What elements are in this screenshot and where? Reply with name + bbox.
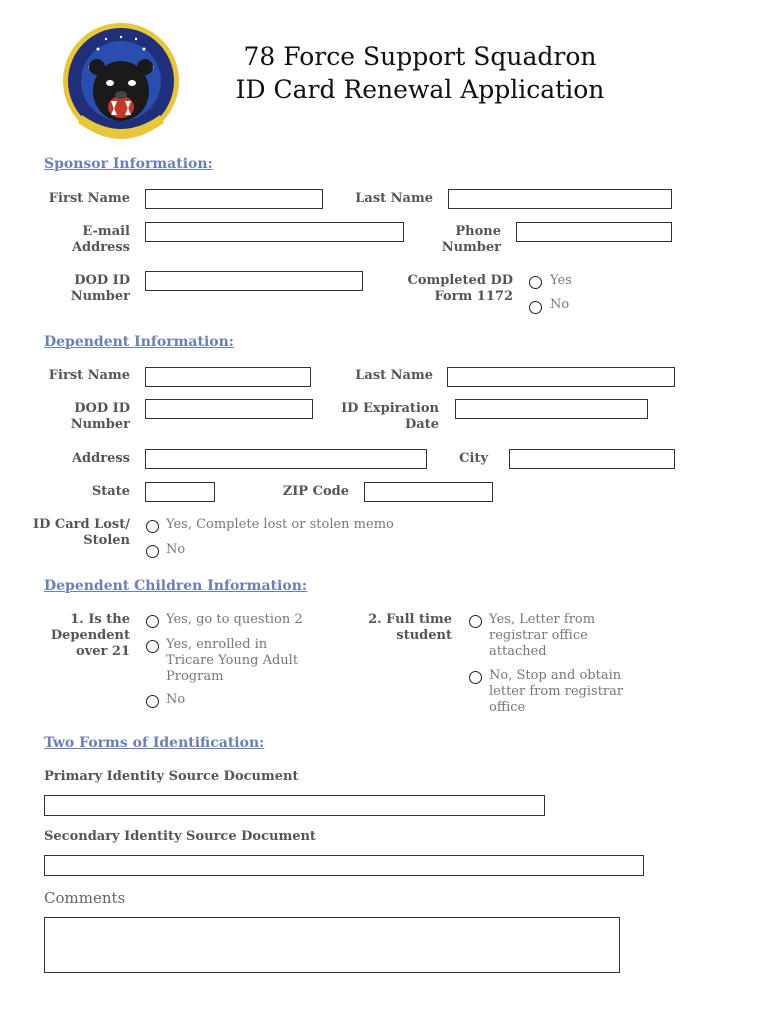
- dependent-dod-field[interactable]: [145, 399, 313, 419]
- dependent-lost-yes-label: Yes, Complete lost or stolen memo: [166, 517, 394, 532]
- sponsor-dod-field[interactable]: [145, 271, 363, 291]
- page-title: [200, 40, 640, 106]
- dependent-address-field[interactable]: [145, 449, 427, 469]
- comments-label: Comments: [44, 889, 126, 907]
- dependent-last-name-field[interactable]: [447, 367, 675, 387]
- dependent-first-name-field[interactable]: [145, 367, 311, 387]
- dependent-city-label: City: [459, 451, 488, 466]
- sponsor-first-name-label: First Name: [48, 191, 130, 206]
- dependent-dod-label-1: DOD ID: [74, 401, 130, 416]
- dependent-lost-label: [30, 517, 130, 549]
- primary-id-field[interactable]: [44, 795, 545, 816]
- dependent-state-label: State: [91, 484, 130, 499]
- dependent-exp-label: [330, 401, 439, 433]
- children-q2-label-2: student: [396, 628, 452, 643]
- dependent-exp-label-2: Date: [405, 417, 439, 432]
- children-q2-opt1-line-2: registrar office: [489, 628, 588, 643]
- children-q1-label: [30, 612, 130, 660]
- dependent-zip-field[interactable]: [364, 482, 493, 502]
- children-q1-label-1: 1. Is the: [70, 612, 130, 627]
- identification-heading: Two Forms of Identification:: [44, 735, 265, 751]
- dependent-lost-label-2: Stolen: [83, 533, 130, 548]
- dependent-lost-label-1: ID Card Lost/: [33, 517, 130, 532]
- dependent-dod-label: [40, 401, 130, 433]
- sponsor-dd-no-label: No: [550, 297, 570, 312]
- dependent-address-label: Address: [71, 451, 130, 466]
- comments-field[interactable]: [44, 917, 620, 973]
- children-q2-opt2-radio[interactable]: [469, 671, 482, 684]
- sponsor-dd-yes-label: Yes: [550, 273, 572, 288]
- children-q1-opt2-radio[interactable]: [146, 640, 159, 653]
- sponsor-dod-label: [40, 273, 130, 305]
- children-q2-opt1-line-1: Yes, Letter from: [489, 612, 596, 627]
- sponsor-phone-label: [420, 224, 501, 256]
- children-q2-opt2-label: [489, 668, 623, 716]
- children-q2-opt1-line-3: attached: [489, 644, 547, 659]
- secondary-id-label: Secondary Identity Source Document: [44, 829, 316, 844]
- dependent-last-name-label: Last Name: [355, 368, 433, 383]
- sponsor-phone-field[interactable]: [516, 222, 672, 242]
- dependent-city-field[interactable]: [509, 449, 675, 469]
- squadron-logo: [60, 17, 182, 145]
- sponsor-email-label-2: Address: [71, 240, 130, 255]
- title-line-1: 78 Force Support Squadron: [243, 42, 597, 71]
- sponsor-dod-label-1: DOD ID: [74, 273, 130, 288]
- children-q1-label-3: over 21: [76, 644, 130, 659]
- sponsor-email-field[interactable]: [145, 222, 404, 242]
- children-q2-label: [360, 612, 452, 644]
- title-line-2: ID Card Renewal Application: [235, 75, 605, 104]
- children-q2-label-1: 2. Full time: [368, 612, 452, 627]
- dependent-zip-label: ZIP Code: [282, 484, 349, 499]
- children-q1-opt1-label: Yes, go to question 2: [166, 612, 303, 627]
- sponsor-phone-label-1: Phone: [455, 224, 501, 239]
- sponsor-dd-label-1: Completed DD: [407, 273, 513, 288]
- children-q2-opt2-line-1: No, Stop and obtain: [489, 668, 622, 683]
- sponsor-dd-label-2: Form 1172: [434, 289, 513, 304]
- sponsor-last-name-field[interactable]: [448, 189, 672, 209]
- sponsor-heading: Sponsor Information:: [44, 156, 213, 172]
- sponsor-phone-label-2: Number: [441, 240, 501, 255]
- children-q1-opt2-line-3: Program: [166, 669, 224, 684]
- children-q1-label-2: Dependent: [50, 628, 130, 643]
- children-q2-opt1-label: [489, 612, 595, 660]
- children-q1-opt3-radio[interactable]: [146, 695, 159, 708]
- children-q1-opt1-radio[interactable]: [146, 615, 159, 628]
- sponsor-dd-label: [390, 273, 513, 305]
- children-q1-opt2-label: [166, 637, 298, 685]
- dependent-lost-no-radio[interactable]: [146, 545, 159, 558]
- dependent-first-name-label: First Name: [48, 368, 130, 383]
- primary-id-label: Primary Identity Source Document: [44, 769, 299, 784]
- dependent-lost-yes-radio[interactable]: [146, 520, 159, 533]
- children-heading: Dependent Children Information:: [44, 578, 308, 594]
- sponsor-first-name-field[interactable]: [145, 189, 323, 209]
- sponsor-email-label-1: E-mail: [82, 224, 130, 239]
- children-q2-opt2-line-3: office: [489, 700, 526, 715]
- dependent-exp-label-1: ID Expiration: [341, 401, 439, 416]
- dependent-lost-no-label: No: [166, 542, 186, 557]
- children-q1-opt2-line-2: Tricare Young Adult: [166, 653, 299, 668]
- sponsor-dd-no-radio[interactable]: [529, 301, 542, 314]
- sponsor-dd-yes-radio[interactable]: [529, 276, 542, 289]
- sponsor-email-label: [40, 224, 130, 256]
- children-q1-opt3-label: No: [166, 692, 186, 707]
- dependent-exp-field[interactable]: [455, 399, 648, 419]
- sponsor-last-name-label: Last Name: [355, 191, 433, 206]
- children-q2-opt1-radio[interactable]: [469, 615, 482, 628]
- dependent-state-field[interactable]: [145, 482, 215, 502]
- sponsor-dod-label-2: Number: [70, 289, 130, 304]
- secondary-id-field[interactable]: [44, 855, 644, 876]
- dependent-heading: Dependent Information:: [44, 334, 234, 350]
- children-q2-opt2-line-2: letter from registrar: [489, 684, 624, 699]
- dependent-dod-label-2: Number: [70, 417, 130, 432]
- children-q1-opt2-line-1: Yes, enrolled in: [166, 637, 268, 652]
